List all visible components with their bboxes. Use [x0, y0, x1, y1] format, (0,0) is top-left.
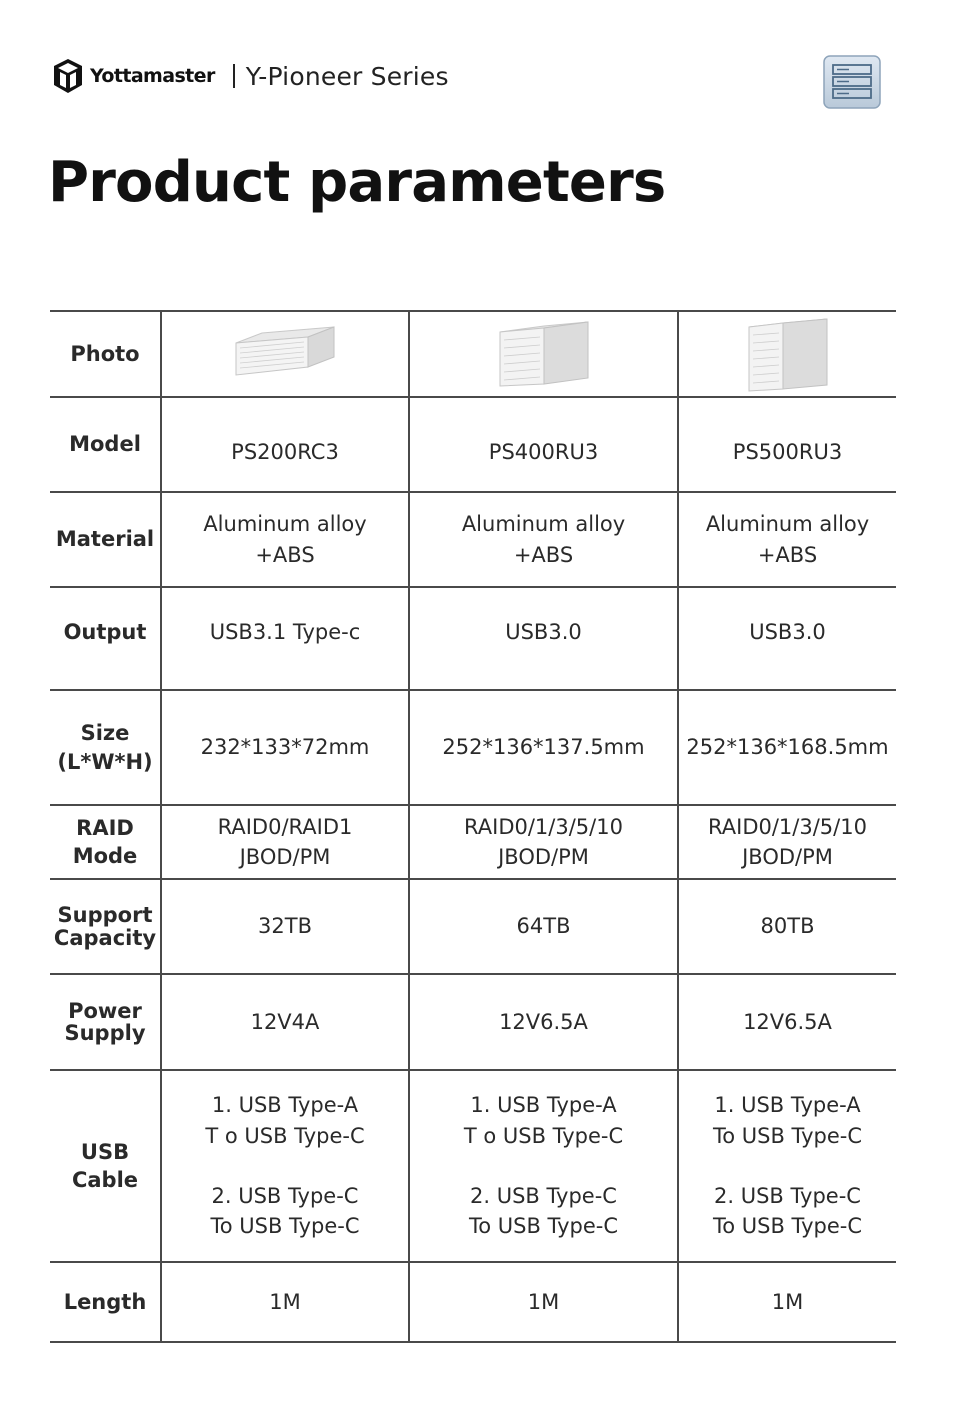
cell-line: Aluminum alloy — [203, 512, 367, 537]
table-cell — [161, 805, 409, 879]
table-row-raid-mode — [50, 805, 896, 879]
page-title: Product parameters — [48, 150, 666, 215]
table-cell — [409, 492, 678, 587]
cell-line: JBOD/PM — [239, 845, 331, 869]
cell-line: RAID0/1/3/5/10 — [708, 814, 867, 839]
cell-line: 1. USB Type-A — [470, 1093, 617, 1118]
table-cell — [161, 1070, 409, 1262]
cell-line: RAID0/1/3/5/10 — [464, 814, 623, 839]
table-cell — [161, 492, 409, 587]
cell-line: T o USB Type-C — [463, 1123, 624, 1148]
table-row-power-supply — [50, 974, 896, 1070]
cell-line: T o USB Type-C — [205, 1123, 365, 1148]
cell-line: 1. USB Type-A — [211, 1093, 359, 1118]
table-cell: 1M — [161, 1262, 409, 1342]
table-cell: 1M — [409, 1262, 678, 1342]
row-label: Model — [50, 397, 161, 492]
cell-line: +ABS — [255, 542, 315, 567]
row-label — [50, 690, 161, 805]
table-cell — [678, 805, 896, 879]
row-label: Length — [50, 1262, 161, 1342]
product-photo-ps400ru3 — [409, 311, 678, 397]
label-line: (L*W*H) — [57, 749, 153, 774]
label-line: Power — [68, 998, 142, 1023]
table-cell: 64TB — [409, 879, 678, 974]
enclosure-2bay-image — [230, 321, 340, 387]
cell-line: 2. USB Type-C — [211, 1184, 359, 1208]
product-photo-ps200rc3 — [161, 311, 409, 397]
label-line: Supply — [64, 1021, 146, 1045]
table-cell: 12V4A — [161, 974, 409, 1070]
brand-name: Yottamaster — [90, 65, 215, 87]
table-cell: 12V6.5A — [409, 974, 678, 1070]
table-cell — [678, 1070, 896, 1262]
row-label: Output — [50, 587, 161, 690]
cell-line: JBOD/PM — [498, 845, 589, 869]
label-line: RAID — [76, 815, 134, 840]
line-gap — [162, 1151, 408, 1181]
table-cell: 252*136*168.5mm — [678, 690, 896, 805]
cell-line: 2. USB Type-C — [714, 1184, 861, 1208]
table-row-size — [50, 690, 896, 805]
table-cell: PS400RU3 — [409, 397, 678, 492]
table-cell — [409, 805, 678, 879]
cell-line: 1. USB Type-A — [714, 1093, 861, 1118]
table-row-material — [50, 492, 896, 587]
row-label — [50, 1070, 161, 1262]
cell-line: +ABS — [513, 542, 574, 567]
cell-line: To USB Type-C — [468, 1214, 619, 1239]
cell-line: To USB Type-C — [712, 1214, 863, 1239]
table-cell: USB3.0 — [409, 587, 678, 690]
row-label: Photo — [50, 311, 161, 397]
table-cell — [678, 492, 896, 587]
table-cell: PS500RU3 — [678, 397, 896, 492]
cell-line: RAID0/RAID1 — [217, 814, 353, 839]
table-cell: USB3.1 Type-c — [161, 587, 409, 690]
label-line: Cable — [71, 1168, 139, 1192]
table-cell: 232*133*72mm — [161, 690, 409, 805]
row-label — [50, 805, 161, 879]
table-row-photo — [50, 311, 896, 397]
yottamaster-logo-icon — [52, 58, 84, 94]
cell-line: Aluminum alloy — [705, 512, 870, 537]
line-gap — [679, 1151, 896, 1181]
label-line: Capacity — [53, 925, 157, 950]
cell-line: JBOD/PM — [742, 845, 833, 869]
label-line: USB — [80, 1139, 130, 1164]
table-row-length — [50, 1262, 896, 1342]
cell-line: To USB Type-C — [210, 1214, 360, 1239]
table-cell — [409, 1070, 678, 1262]
table-cell: 80TB — [678, 879, 896, 974]
product-photo-ps500ru3 — [678, 311, 896, 397]
cell-line: Aluminum alloy — [461, 512, 626, 537]
line-gap — [410, 1151, 677, 1181]
table-cell: PS200RC3 — [161, 397, 409, 492]
table-row-support-capacity — [50, 879, 896, 974]
enclosure-4bay-image — [494, 318, 594, 390]
series-name: Y-Pioneer Series — [245, 61, 449, 91]
table-row-model — [50, 397, 896, 492]
header — [52, 56, 449, 96]
cell-line: +ABS — [757, 542, 818, 567]
parameters-table — [50, 310, 896, 1343]
table-cell: 1M — [678, 1262, 896, 1342]
label-line: Support — [57, 903, 153, 928]
table-cell: 12V6.5A — [678, 974, 896, 1070]
row-label — [50, 974, 161, 1070]
enclosure-5bay-image — [743, 315, 833, 393]
table-row-usb-cable — [50, 1070, 896, 1262]
cell-line: To USB Type-C — [712, 1123, 863, 1148]
label-line: Mode — [72, 844, 138, 868]
cell-line: 2. USB Type-C — [470, 1184, 617, 1208]
table-cell: 32TB — [161, 879, 409, 974]
header-divider — [233, 64, 235, 88]
table-cell: USB3.0 — [678, 587, 896, 690]
server-rack-icon — [823, 55, 881, 109]
label-line: Size — [80, 721, 130, 746]
row-label: Material — [50, 492, 161, 587]
table-cell: 252*136*137.5mm — [409, 690, 678, 805]
table-row-output — [50, 587, 896, 690]
row-label — [50, 879, 161, 974]
